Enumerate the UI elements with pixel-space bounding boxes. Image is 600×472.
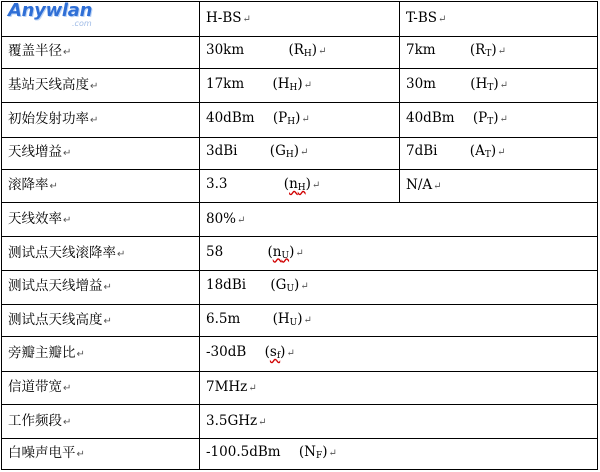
shared-value-cell: -30dB $(s_f)↵$	[200, 337, 598, 372]
shared-symbol: $n_U$	[272, 243, 290, 261]
shared-value-cell: 6.5m $(H_U)↵$	[200, 304, 598, 337]
h-bs-value: 40dBm	[206, 109, 255, 126]
header-row	[2, 2, 598, 37]
shared-value: 80%	[206, 210, 237, 227]
t-bs-value: 40dBm	[406, 109, 455, 126]
parameter-table	[1, 1, 598, 470]
header-h-bs-text: H-BS	[206, 9, 242, 26]
param-label: 基站天线高度↵	[2, 69, 200, 103]
t-bs-value-cell: N/A↵	[400, 170, 598, 203]
t-bs-symbol: $A_T$	[475, 143, 491, 161]
t-bs-value: 7dBi	[406, 143, 438, 160]
table-row	[2, 237, 598, 271]
header-t-bs	[400, 2, 598, 37]
t-bs-symbol: $H_T$	[475, 75, 494, 93]
param-label: 测试点天线高度↵	[2, 304, 200, 337]
h-bs-value-cell: 40dBm $(P_H)↵$	[200, 102, 400, 137]
param-label: 天线增益↵	[2, 137, 200, 170]
table-row	[2, 271, 598, 305]
h-bs-value: 3dBi	[206, 143, 238, 160]
table-row	[2, 404, 598, 439]
anywlan-watermark	[8, 3, 134, 27]
watermark-sub: .com	[72, 19, 92, 28]
shared-value: 7MHz	[206, 378, 248, 395]
table-row	[2, 102, 598, 137]
shared-value: 58	[206, 243, 224, 260]
param-label: 测试点天线增益↵	[2, 271, 200, 305]
param-label: 旁瓣主瓣比↵	[2, 337, 200, 372]
h-bs-value: 17km	[206, 75, 245, 92]
param-label: 工作频段↵	[2, 404, 200, 439]
table-row	[2, 304, 598, 337]
param-label: 白噪声电平↵	[2, 439, 200, 470]
shared-value-cell: 18dBi $(G_U)↵$	[200, 271, 598, 305]
table-row	[2, 202, 598, 237]
h-bs-symbol: $P_H$	[278, 109, 296, 127]
t-bs-symbol: $P_T$	[478, 109, 494, 127]
header-t-bs-text: T-BS	[406, 9, 437, 26]
param-label: 覆盖半径↵	[2, 36, 200, 69]
h-bs-symbol: $R_H$	[293, 42, 312, 60]
t-bs-value-cell: 7km $(R_T)↵$	[400, 36, 598, 69]
edit-mark: ↵	[242, 13, 251, 25]
t-bs-value: 7km	[406, 42, 436, 59]
t-bs-symbol: $R_T$	[475, 42, 492, 60]
shared-symbol: $G_U$	[275, 277, 295, 295]
t-bs-value-cell: 7dBi $(A_T)↵$	[400, 137, 598, 170]
header-label-cell	[2, 2, 200, 37]
shared-value: 6.5m	[206, 310, 241, 327]
h-bs-value-cell: 17km $(H_H)↵$	[200, 69, 400, 103]
shared-value: 3.5GHz	[206, 412, 258, 429]
t-bs-value-cell: 30m $(H_T)↵$	[400, 69, 598, 103]
param-label: 信道带宽↵	[2, 372, 200, 405]
shared-symbol: $N_F$	[304, 444, 323, 462]
shared-value-cell: 3.5GHz↵	[200, 404, 598, 439]
shared-value-cell: 7MHz↵	[200, 372, 598, 405]
table-row	[2, 137, 598, 170]
shared-symbol: $s_f$	[269, 344, 281, 362]
shared-value: 18dBi	[206, 277, 247, 294]
table-row	[2, 69, 598, 103]
h-bs-value: 3.3	[206, 176, 228, 193]
h-bs-value-cell: 30km $(R_H)↵$	[200, 36, 400, 69]
shared-value-cell: -100.5dBm $(N_F)↵$	[200, 439, 598, 470]
h-bs-symbol: $G_H$	[275, 143, 294, 161]
table-row	[2, 170, 598, 203]
h-bs-value-cell: 3dBi $(G_H)↵$	[200, 137, 400, 170]
watermark-brand: Anywlan	[8, 1, 93, 21]
header-h-bs	[200, 2, 400, 37]
param-label: 初始发射功率↵	[2, 102, 200, 137]
table-row	[2, 372, 598, 405]
table-row	[2, 36, 598, 69]
t-bs-value: N/A	[406, 177, 433, 194]
edit-mark: ↵	[438, 13, 447, 25]
h-bs-value-cell: 3.3 $(n_H)↵$	[200, 170, 400, 203]
shared-value: -100.5dBm	[206, 444, 281, 461]
param-label: 测试点天线滚降率↵	[2, 237, 200, 271]
table-row	[2, 439, 598, 470]
h-bs-value: 30km	[206, 42, 245, 59]
shared-value-cell: 80%↵	[200, 202, 598, 237]
t-bs-value: 30m	[406, 75, 436, 92]
shared-value-cell: 58 $(n_U)↵$	[200, 237, 598, 271]
h-bs-symbol: $n_H$	[289, 176, 306, 194]
shared-value: -30dB	[206, 344, 247, 361]
t-bs-value-cell: 40dBm $(P_T)↵$	[400, 102, 598, 137]
table-row	[2, 337, 598, 372]
param-label: 天线效率↵	[2, 202, 200, 237]
shared-symbol: $H_U$	[277, 310, 298, 328]
param-label: 滚降率↵	[2, 170, 200, 203]
h-bs-symbol: $H_H$	[277, 75, 298, 93]
